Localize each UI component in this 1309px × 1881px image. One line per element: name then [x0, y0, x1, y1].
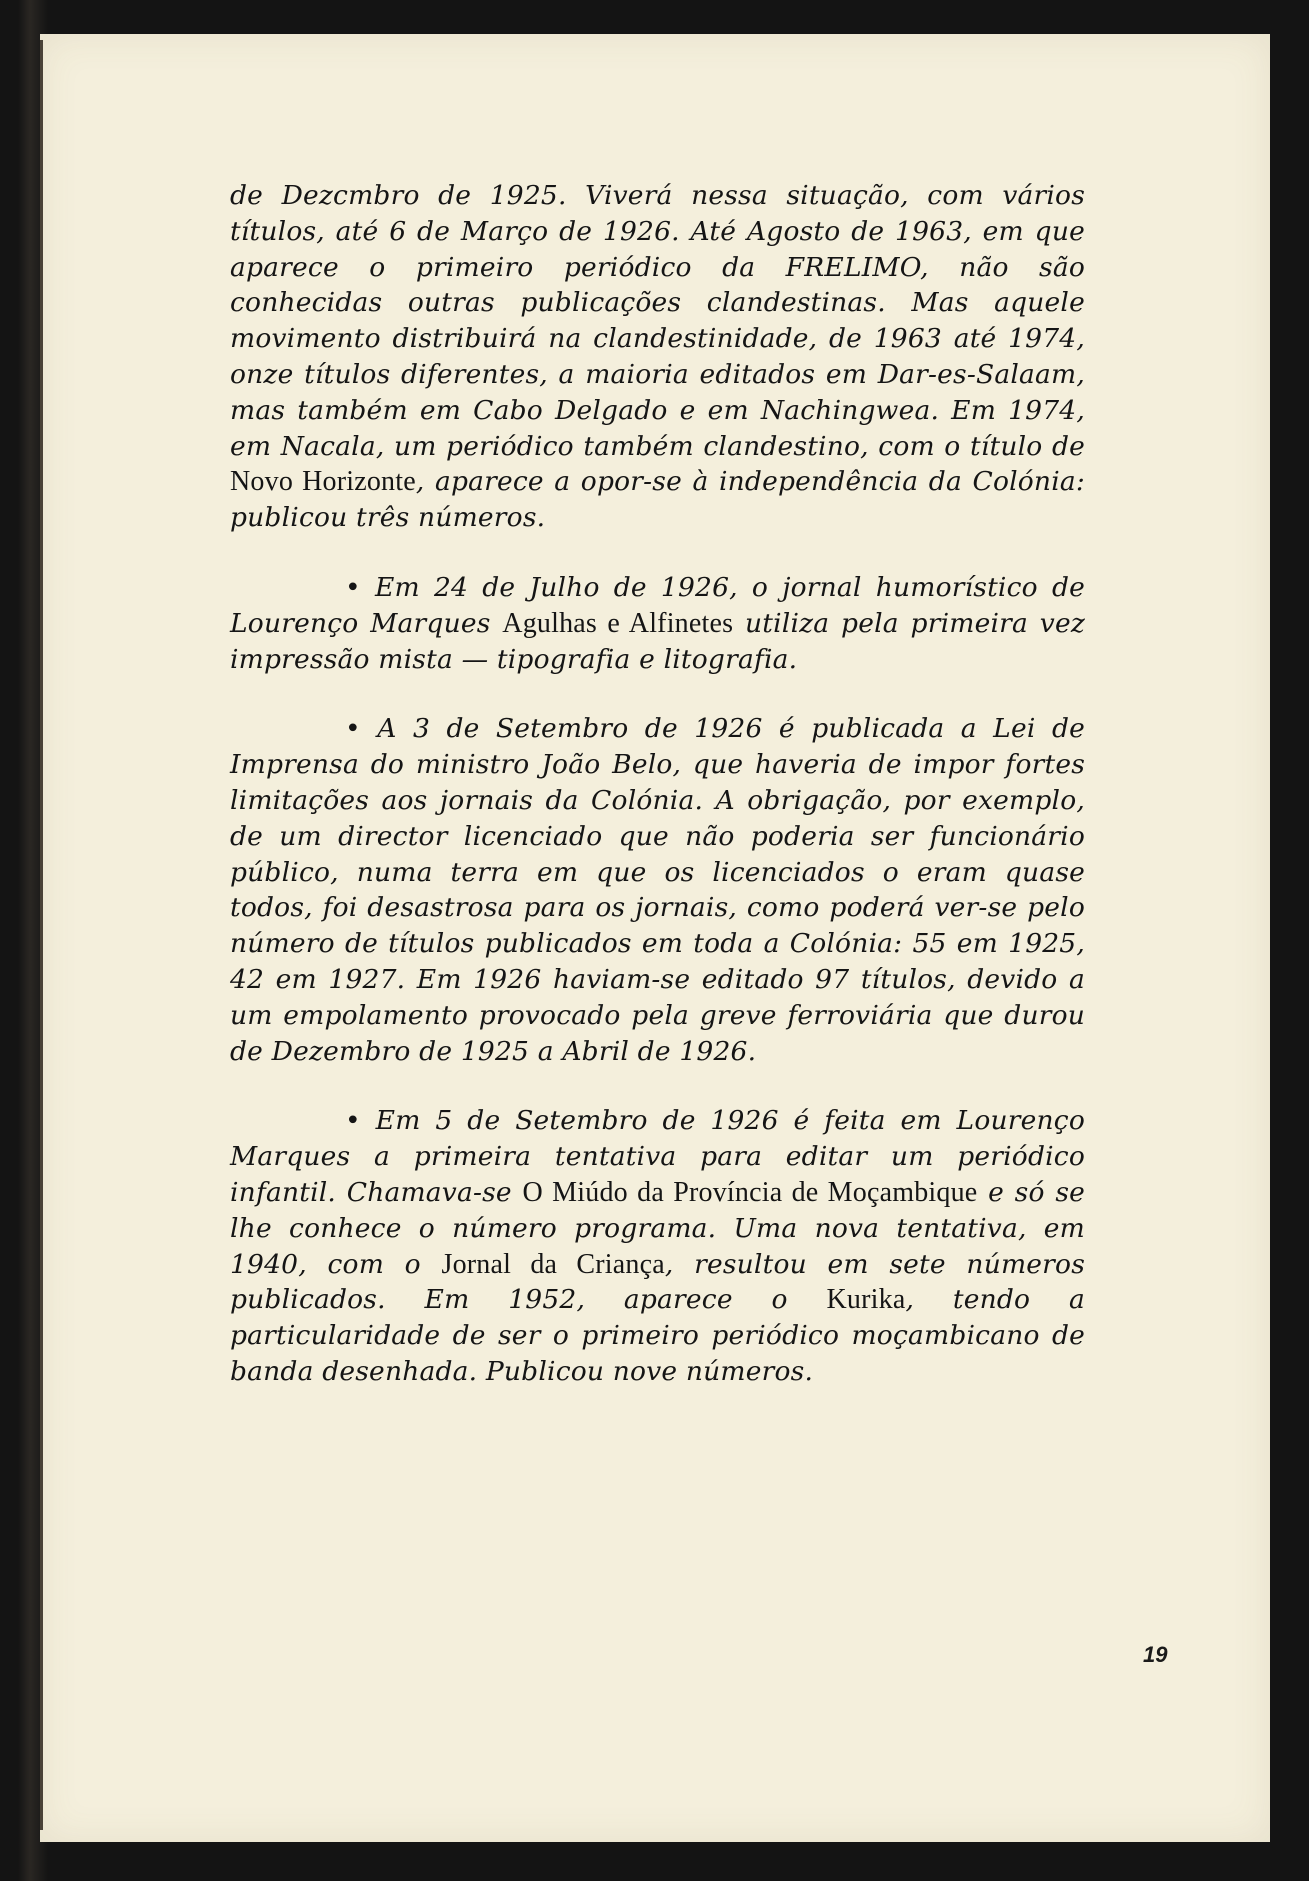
paragraph-text: , aparece a opor-se à independência da Colónia: publicou três números.: [230, 466, 1085, 534]
title-text: Novo Horizonte: [230, 466, 416, 498]
title-text: Jornal da Criança: [441, 1248, 665, 1280]
title-text: Agulhas e Alfinetes: [502, 607, 734, 639]
paragraph-3: [230, 711, 1085, 1069]
paragraph-1: [230, 178, 1085, 536]
paragraph-4: [230, 1103, 1085, 1389]
paragraph-text: • Em 24 de Julho de 1926, o jornal humorístico de Lourenço Marques: [230, 571, 1085, 639]
paragraph-text: • Em 5 de Setembro de 1926 é feita em Lourenço Marques a primeira tentativa para editar um periódico infantil. Chamava-se: [230, 1105, 1085, 1208]
binding-edge: [40, 40, 43, 1830]
title-text: O Miúdo da Província de Moçambique: [522, 1176, 978, 1208]
paragraph-text: e só se lhe conhece o número programa. Uma nova tentativa, em 1940, com o: [230, 1176, 1085, 1280]
paragraph-text: utiliza pela primeira vez impressão mista — tipografia e litografia.: [230, 607, 1085, 675]
paragraph-text: , tendo a particularidade de ser o primeiro periódico moçambicano de banda desenhada. Publicou nove números.: [230, 1284, 1086, 1387]
body-text: [230, 178, 1085, 1390]
page-number: 19: [1143, 1642, 1168, 1667]
paragraph-text: de Dezcmbro de 1925. Viverá nessa situação, com vários títulos, até 6 de Março de 1926. Até Agosto de 1963, em que aparece o primeiro periódico da FRELIMO, não são conhecidas outras publicações clandestinas. Mas aquele movimento distribuirá na clandestinidade, de 1963 até 1974, onze títulos diferentes, a maioria editados em Dar-es-Salaam, mas também em Cabo Delgado e em Nachingwea. Em 1974, em Nacala, um periódico também clandestino, com o título de: [230, 180, 1085, 462]
paragraph-text: • A 3 de Setembro de 1926 é publicada a Lei de Imprensa do ministro João Belo, que haveria de impor fortes limitações aos jornais da Colónia. A obrigação, por exemplo, de um director licenciado que não poderia ser funcionário público, numa terra em que os licenciados o eram quase todos, foi desastrosa para os jornais, como poderá ver-se pelo número de títulos publicados em toda a Colónia: 55 em 1925, 42 em 1927. Em 1926 haviam-se editado 97 títulos, devido a um empolamento provocado pela greve ferroviária que durou de Dezembro de 1925 a Abril de 1926.: [230, 713, 1085, 1067]
paragraph-text: , resultou em sete números publicados. Em 1952, aparece o: [230, 1248, 1085, 1316]
paragraph-2: [230, 570, 1085, 677]
title-text: Kurika: [826, 1284, 906, 1316]
